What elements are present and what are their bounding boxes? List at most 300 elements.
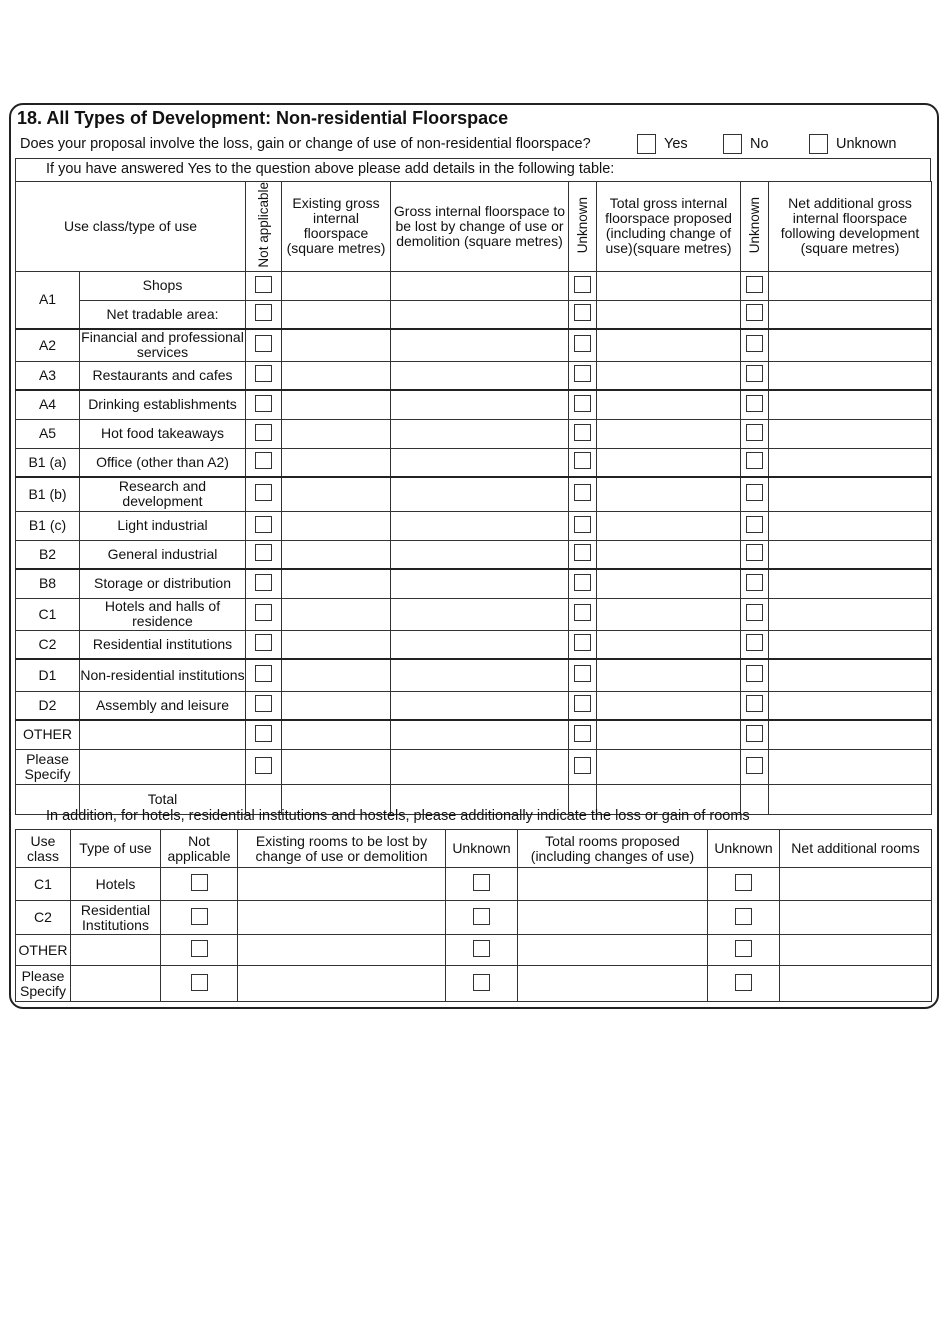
- not-applicable-checkbox[interactable]: [255, 725, 272, 742]
- use-type: Light industrial: [80, 511, 246, 540]
- rooms-header-unknown-2: Unknown: [708, 830, 780, 868]
- proposed-floorspace-input[interactable]: [597, 598, 741, 630]
- floorspace-row: [16, 659, 932, 691]
- not-applicable-cell: [246, 511, 282, 540]
- floorspace-row: [16, 448, 932, 477]
- unknown-2-checkbox[interactable]: [746, 725, 763, 742]
- lost-floorspace-input[interactable]: [391, 598, 569, 630]
- net-floorspace-input[interactable]: [769, 630, 932, 659]
- proposed-floorspace-input[interactable]: [597, 540, 741, 569]
- rooms-net-input[interactable]: [780, 966, 932, 1002]
- floorspace-row: [16, 477, 932, 511]
- not-applicable-checkbox[interactable]: [255, 574, 272, 591]
- rooms-use-class-code: OTHER: [16, 935, 71, 966]
- use-type: Hot food takeaways: [80, 419, 246, 448]
- existing-floorspace-input[interactable]: [282, 630, 391, 659]
- unknown-1-checkbox[interactable]: [574, 395, 591, 412]
- existing-floorspace-input[interactable]: [282, 329, 391, 361]
- header-unknown-2: Unknown: [741, 182, 769, 272]
- existing-floorspace-input[interactable]: [282, 720, 391, 749]
- net-floorspace-input[interactable]: [769, 329, 932, 361]
- unknown-1-checkbox[interactable]: [574, 304, 591, 321]
- proposed-floorspace-input[interactable]: [597, 659, 741, 691]
- rooms-net-input[interactable]: [780, 935, 932, 966]
- proposed-floorspace-input[interactable]: [597, 749, 741, 784]
- use-class-code: B8: [16, 569, 80, 598]
- unknown-1-cell: [569, 659, 597, 691]
- rooms-use-class-code: Please Specify: [16, 966, 71, 1002]
- rooms-row: [16, 901, 932, 935]
- unknown-1-cell: [569, 598, 597, 630]
- unknown-1-checkbox[interactable]: [574, 665, 591, 682]
- unknown-1-cell: [569, 511, 597, 540]
- lost-floorspace-input[interactable]: [391, 271, 569, 300]
- rooms-proposed-input[interactable]: [518, 935, 708, 966]
- rooms-table: [15, 829, 932, 1002]
- rooms-not-applicable-cell: [161, 966, 238, 1002]
- use-class-code: B2: [16, 540, 80, 569]
- unknown-label: Unknown: [836, 136, 897, 152]
- unknown-2-checkbox[interactable]: [746, 395, 763, 412]
- rooms-unknown-2-cell: [708, 935, 780, 966]
- rooms-unknown-1-cell: [446, 935, 518, 966]
- unknown-1-checkbox[interactable]: [574, 574, 591, 591]
- unknown-1-checkbox[interactable]: [574, 604, 591, 621]
- no-checkbox[interactable]: [723, 134, 742, 154]
- not-applicable-cell: [246, 361, 282, 390]
- unknown-1-checkbox[interactable]: [574, 634, 591, 651]
- unknown-1-cell: [569, 448, 597, 477]
- unknown-1-checkbox[interactable]: [574, 757, 591, 774]
- proposed-floorspace-input[interactable]: [597, 419, 741, 448]
- lost-floorspace-input[interactable]: [391, 300, 569, 329]
- unknown-1-cell: [569, 329, 597, 361]
- net-floorspace-input[interactable]: [769, 300, 932, 329]
- use-type: Financial and professional services: [81, 329, 244, 361]
- rooms-unknown-2-cell: [708, 868, 780, 901]
- rooms-unknown-2-checkbox[interactable]: [735, 874, 752, 891]
- lost-floorspace-input[interactable]: [391, 329, 569, 361]
- rooms-unknown-1-checkbox[interactable]: [473, 874, 490, 891]
- rooms-row: [16, 966, 932, 1002]
- unknown-1-cell: [569, 749, 597, 784]
- floorspace-row: [16, 630, 932, 659]
- unknown-2-checkbox[interactable]: [746, 484, 763, 501]
- use-class-code: B1 (b): [16, 477, 80, 511]
- unknown-checkbox[interactable]: [809, 134, 828, 154]
- rooms-unknown-1-cell: [446, 901, 518, 935]
- not-applicable-cell: [246, 477, 282, 511]
- rooms-not-applicable-checkbox[interactable]: [191, 908, 208, 925]
- existing-floorspace-input[interactable]: [282, 419, 391, 448]
- rooms-row: [16, 868, 932, 901]
- unknown-1-checkbox[interactable]: [574, 276, 591, 293]
- not-applicable-checkbox[interactable]: [255, 276, 272, 293]
- floorspace-row: [16, 329, 932, 361]
- not-applicable-checkbox[interactable]: [255, 695, 272, 712]
- rooms-use-type: Residential Institutions: [71, 901, 161, 935]
- rooms-not-applicable-checkbox[interactable]: [191, 940, 208, 957]
- rooms-existing-input[interactable]: [238, 935, 446, 966]
- rooms-existing-input[interactable]: [238, 868, 446, 901]
- net-floorspace-input[interactable]: [769, 361, 932, 390]
- existing-floorspace-input[interactable]: [282, 390, 391, 419]
- floorspace-row: [16, 598, 932, 630]
- use-class-code: A1: [16, 271, 80, 329]
- use-class-code: A2: [16, 329, 80, 361]
- unknown-1-cell: [569, 477, 597, 511]
- unknown-1-cell: [569, 419, 597, 448]
- existing-floorspace-input[interactable]: [282, 659, 391, 691]
- unknown-2-checkbox[interactable]: [746, 574, 763, 591]
- rooms-header-row: [16, 830, 932, 868]
- unknown-1-checkbox[interactable]: [574, 365, 591, 382]
- use-type: Drinking establishments: [80, 390, 246, 419]
- use-class-code: B1 (c): [16, 511, 80, 540]
- lost-floorspace-input[interactable]: [391, 361, 569, 390]
- not-applicable-checkbox[interactable]: [255, 395, 272, 412]
- use-class-code: A4: [16, 390, 80, 419]
- rooms-unknown-2-checkbox[interactable]: [735, 940, 752, 957]
- unknown-2-cell: [741, 361, 769, 390]
- rooms-unknown-1-checkbox[interactable]: [473, 940, 490, 957]
- not-applicable-checkbox[interactable]: [255, 304, 272, 321]
- floorspace-row: [16, 361, 932, 390]
- net-floorspace-input[interactable]: [769, 511, 932, 540]
- lost-floorspace-input[interactable]: [391, 540, 569, 569]
- lost-floorspace-input[interactable]: [391, 448, 569, 477]
- proposed-floorspace-input[interactable]: [597, 630, 741, 659]
- not-applicable-checkbox[interactable]: [255, 452, 272, 469]
- use-type: Assembly and leisure: [80, 691, 246, 720]
- proposed-floorspace-input[interactable]: [597, 691, 741, 720]
- header-net: Net additional gross internal floorspace following development (square metres): [769, 182, 932, 272]
- unknown-2-cell: [741, 419, 769, 448]
- not-applicable-checkbox[interactable]: [255, 634, 272, 651]
- unknown-2-checkbox[interactable]: [746, 695, 763, 712]
- rooms-unknown-1-cell: [446, 868, 518, 901]
- use-class-code: C1: [16, 598, 80, 630]
- unknown-2-checkbox[interactable]: [746, 516, 763, 533]
- unknown-2-checkbox[interactable]: [746, 604, 763, 621]
- unknown-1-checkbox[interactable]: [574, 544, 591, 561]
- not-applicable-cell: [246, 271, 282, 300]
- unknown-2-checkbox[interactable]: [746, 544, 763, 561]
- proposed-floorspace-input[interactable]: [597, 511, 741, 540]
- not-applicable-checkbox[interactable]: [255, 544, 272, 561]
- yes-label: Yes: [664, 136, 688, 152]
- header-not-applicable: Not applicable: [246, 182, 282, 272]
- unknown-2-checkbox[interactable]: [746, 452, 763, 469]
- existing-floorspace-input[interactable]: [282, 271, 391, 300]
- proposed-floorspace-input[interactable]: [597, 390, 741, 419]
- proposed-floorspace-input[interactable]: [597, 720, 741, 749]
- unknown-2-cell: [741, 569, 769, 598]
- not-applicable-cell: [246, 329, 282, 361]
- unknown-2-cell: [741, 300, 769, 329]
- not-applicable-checkbox[interactable]: [255, 484, 272, 501]
- rooms-not-applicable-checkbox[interactable]: [191, 874, 208, 891]
- header-lost: Gross internal floorspace to be lost by change of use or demolition (square metres): [391, 182, 569, 272]
- floorspace-header-row: [16, 182, 932, 272]
- lost-floorspace-input[interactable]: [391, 691, 569, 720]
- floorspace-table-intro: If you have answered Yes to the question above please add details in the following table:: [46, 161, 615, 177]
- rooms-use-class-code: C1: [16, 868, 71, 901]
- proposed-floorspace-input[interactable]: [597, 569, 741, 598]
- net-floorspace-input[interactable]: [769, 540, 932, 569]
- floorspace-row: [16, 540, 932, 569]
- not-applicable-cell: [246, 300, 282, 329]
- lost-floorspace-input[interactable]: [391, 419, 569, 448]
- floorspace-row: [16, 691, 932, 720]
- floorspace-row: [16, 300, 932, 329]
- unknown-1-checkbox[interactable]: [574, 725, 591, 742]
- rooms-header-proposed: Total rooms proposed (including changes of use): [518, 830, 708, 868]
- unknown-2-cell: [741, 540, 769, 569]
- rooms-proposed-input[interactable]: [518, 966, 708, 1002]
- rooms-unknown-2-checkbox[interactable]: [735, 974, 752, 991]
- unknown-2-cell: [741, 659, 769, 691]
- rooms-not-applicable-cell: [161, 935, 238, 966]
- existing-floorspace-input[interactable]: [282, 691, 391, 720]
- use-class-code: B1 (a): [16, 448, 80, 477]
- unknown-2-checkbox[interactable]: [746, 757, 763, 774]
- lost-floorspace-input[interactable]: [391, 630, 569, 659]
- net-floorspace-input[interactable]: [769, 691, 932, 720]
- net-floorspace-input[interactable]: [769, 569, 932, 598]
- proposed-floorspace-input[interactable]: [597, 329, 741, 361]
- floorspace-table: [15, 181, 932, 815]
- rooms-unknown-1-checkbox[interactable]: [473, 908, 490, 925]
- unknown-1-checkbox[interactable]: [574, 424, 591, 441]
- rooms-proposed-input[interactable]: [518, 868, 708, 901]
- existing-floorspace-input[interactable]: [282, 448, 391, 477]
- not-applicable-cell: [246, 448, 282, 477]
- unknown-1-cell: [569, 691, 597, 720]
- not-applicable-cell: [246, 749, 282, 784]
- rooms-header-type: Type of use: [71, 830, 161, 868]
- lost-floorspace-input[interactable]: [391, 390, 569, 419]
- proposed-floorspace-input[interactable]: [597, 300, 741, 329]
- section-title: 18. All Types of Development: Non-residential Floorspace: [17, 108, 509, 128]
- unknown-1-cell: [569, 390, 597, 419]
- total-label: Total: [80, 784, 246, 814]
- header-proposed: Total gross internal floorspace proposed (including change of use)(square metres): [597, 182, 741, 272]
- not-applicable-cell: [246, 659, 282, 691]
- unknown-2-checkbox[interactable]: [746, 304, 763, 321]
- rooms-net-input[interactable]: [780, 901, 932, 935]
- unknown-2-cell: [741, 271, 769, 300]
- unknown-2-checkbox[interactable]: [746, 365, 763, 382]
- option-no[interactable]: [723, 134, 769, 154]
- net-floorspace-input[interactable]: [769, 390, 932, 419]
- rooms-use-type: [71, 966, 161, 1002]
- header-existing: Existing gross internal floorspace (square metres): [282, 182, 391, 272]
- unknown-2-cell: [741, 329, 769, 361]
- net-floorspace-input[interactable]: [769, 477, 932, 511]
- existing-floorspace-input[interactable]: [282, 361, 391, 390]
- not-applicable-cell: [246, 390, 282, 419]
- unknown-2-cell: [741, 691, 769, 720]
- unknown-1-checkbox[interactable]: [574, 695, 591, 712]
- unknown-2-cell: [741, 749, 769, 784]
- lost-floorspace-input[interactable]: [391, 720, 569, 749]
- unknown-1-checkbox[interactable]: [574, 516, 591, 533]
- option-unknown[interactable]: [809, 134, 896, 154]
- rooms-unknown-1-checkbox[interactable]: [473, 974, 490, 991]
- unknown-1-cell: [569, 300, 597, 329]
- use-type: Residential institutions: [80, 630, 246, 659]
- unknown-1-cell: [569, 630, 597, 659]
- floorspace-row: [16, 569, 932, 598]
- use-type: Storage or distribution: [80, 569, 246, 598]
- not-applicable-cell: [246, 540, 282, 569]
- rooms-header-not-applicable: Not applicable: [161, 830, 238, 868]
- use-type: Hotels and halls of residence: [80, 598, 246, 630]
- not-applicable-checkbox[interactable]: [255, 757, 272, 774]
- unknown-2-checkbox[interactable]: [746, 634, 763, 651]
- rooms-not-applicable-cell: [161, 901, 238, 935]
- rooms-unknown-1-cell: [446, 966, 518, 1002]
- unknown-1-cell: [569, 569, 597, 598]
- net-floorspace-input[interactable]: [769, 448, 932, 477]
- rooms-existing-input[interactable]: [238, 966, 446, 1002]
- option-yes[interactable]: [637, 134, 688, 154]
- lost-floorspace-input[interactable]: [391, 477, 569, 511]
- yes-checkbox[interactable]: [637, 134, 656, 154]
- proposed-floorspace-input[interactable]: [597, 477, 741, 511]
- use-class-code: D2: [16, 691, 80, 720]
- lost-floorspace-input[interactable]: [391, 749, 569, 784]
- rooms-use-type: [71, 935, 161, 966]
- lost-floorspace-input[interactable]: [391, 569, 569, 598]
- use-class-code: C2: [16, 630, 80, 659]
- rooms-use-class-code: C2: [16, 901, 71, 935]
- existing-floorspace-input[interactable]: [282, 300, 391, 329]
- not-applicable-cell: [246, 419, 282, 448]
- unknown-2-cell: [741, 448, 769, 477]
- floorspace-row: [16, 720, 932, 749]
- unknown-1-cell: [569, 271, 597, 300]
- unknown-2-cell: [741, 720, 769, 749]
- rooms-header-use-class: Use class: [16, 830, 71, 868]
- existing-floorspace-input[interactable]: [282, 598, 391, 630]
- use-type: [80, 720, 246, 749]
- header-unknown-1: Unknown: [569, 182, 597, 272]
- no-label: No: [750, 136, 769, 152]
- not-applicable-checkbox[interactable]: [255, 665, 272, 682]
- rooms-not-applicable-cell: [161, 868, 238, 901]
- not-applicable-cell: [246, 598, 282, 630]
- rooms-net-input[interactable]: [780, 868, 932, 901]
- unknown-1-checkbox[interactable]: [574, 452, 591, 469]
- existing-floorspace-input[interactable]: [282, 569, 391, 598]
- not-applicable-checkbox[interactable]: [255, 604, 272, 621]
- rooms-proposed-input[interactable]: [518, 901, 708, 935]
- floorspace-question: Does your proposal involve the loss, gain or change of use of non-residential floorspace?: [20, 136, 591, 152]
- unknown-1-cell: [569, 720, 597, 749]
- rooms-unknown-2-cell: [708, 901, 780, 935]
- use-class-code: D1: [16, 659, 80, 691]
- unknown-1-checkbox[interactable]: [574, 484, 591, 501]
- use-type: Research and development: [80, 477, 246, 511]
- use-class-code: A3: [16, 361, 80, 390]
- floorspace-row: [16, 419, 932, 448]
- not-applicable-cell: [246, 569, 282, 598]
- unknown-2-cell: [741, 477, 769, 511]
- rooms-unknown-2-checkbox[interactable]: [735, 908, 752, 925]
- total-net-input[interactable]: [769, 784, 932, 814]
- rooms-existing-input[interactable]: [238, 901, 446, 935]
- not-applicable-cell: [246, 691, 282, 720]
- unknown-2-checkbox[interactable]: [746, 335, 763, 352]
- use-type: Restaurants and cafes: [80, 361, 246, 390]
- not-applicable-checkbox[interactable]: [255, 335, 272, 352]
- proposed-floorspace-input[interactable]: [597, 448, 741, 477]
- use-class-code: Please Specify: [16, 749, 80, 784]
- net-floorspace-input[interactable]: [769, 659, 932, 691]
- use-type: Shops: [80, 271, 246, 300]
- unknown-2-checkbox[interactable]: [746, 276, 763, 293]
- net-floorspace-input[interactable]: [769, 749, 932, 784]
- unknown-2-cell: [741, 511, 769, 540]
- existing-floorspace-input[interactable]: [282, 540, 391, 569]
- rooms-header-net: Net additional rooms: [780, 830, 932, 868]
- floorspace-row: [16, 390, 932, 419]
- net-floorspace-input[interactable]: [769, 419, 932, 448]
- rooms-header-existing: Existing rooms to be lost by change of use or demolition: [238, 830, 446, 868]
- not-applicable-checkbox[interactable]: [255, 365, 272, 382]
- rooms-row: [16, 935, 932, 966]
- existing-floorspace-input[interactable]: [282, 749, 391, 784]
- lost-floorspace-input[interactable]: [391, 659, 569, 691]
- unknown-1-cell: [569, 540, 597, 569]
- rooms-unknown-2-cell: [708, 966, 780, 1002]
- lost-floorspace-input[interactable]: [391, 511, 569, 540]
- existing-floorspace-input[interactable]: [282, 477, 391, 511]
- rooms-use-type: Hotels: [71, 868, 161, 901]
- unknown-2-cell: [741, 598, 769, 630]
- not-applicable-checkbox[interactable]: [255, 424, 272, 441]
- floorspace-row: [16, 749, 932, 784]
- use-type: General industrial: [80, 540, 246, 569]
- not-applicable-checkbox[interactable]: [255, 516, 272, 533]
- net-floorspace-input[interactable]: [769, 598, 932, 630]
- unknown-2-cell: [741, 630, 769, 659]
- not-applicable-cell: [246, 630, 282, 659]
- unknown-2-checkbox[interactable]: [746, 424, 763, 441]
- net-floorspace-input[interactable]: [769, 271, 932, 300]
- use-class-code: A5: [16, 419, 80, 448]
- floorspace-row: [16, 271, 932, 300]
- net-floorspace-input[interactable]: [769, 720, 932, 749]
- rooms-not-applicable-checkbox[interactable]: [191, 974, 208, 991]
- not-applicable-cell: [246, 720, 282, 749]
- unknown-1-cell: [569, 361, 597, 390]
- unknown-2-checkbox[interactable]: [746, 665, 763, 682]
- use-type: Net tradable area:: [80, 300, 246, 329]
- rooms-header-unknown-1: Unknown: [446, 830, 518, 868]
- proposed-floorspace-input[interactable]: [597, 271, 741, 300]
- use-type: [80, 749, 246, 784]
- header-use-class: Use class/type of use: [16, 182, 246, 272]
- unknown-1-checkbox[interactable]: [574, 335, 591, 352]
- rooms-table-intro: In addition, for hotels, residential institutions and hostels, please additionally indicate the loss or gain of rooms: [46, 808, 750, 824]
- proposed-floorspace-input[interactable]: [597, 361, 741, 390]
- use-type: Office (other than A2): [80, 448, 246, 477]
- use-type: Non-residential institutions: [80, 659, 246, 691]
- existing-floorspace-input[interactable]: [282, 511, 391, 540]
